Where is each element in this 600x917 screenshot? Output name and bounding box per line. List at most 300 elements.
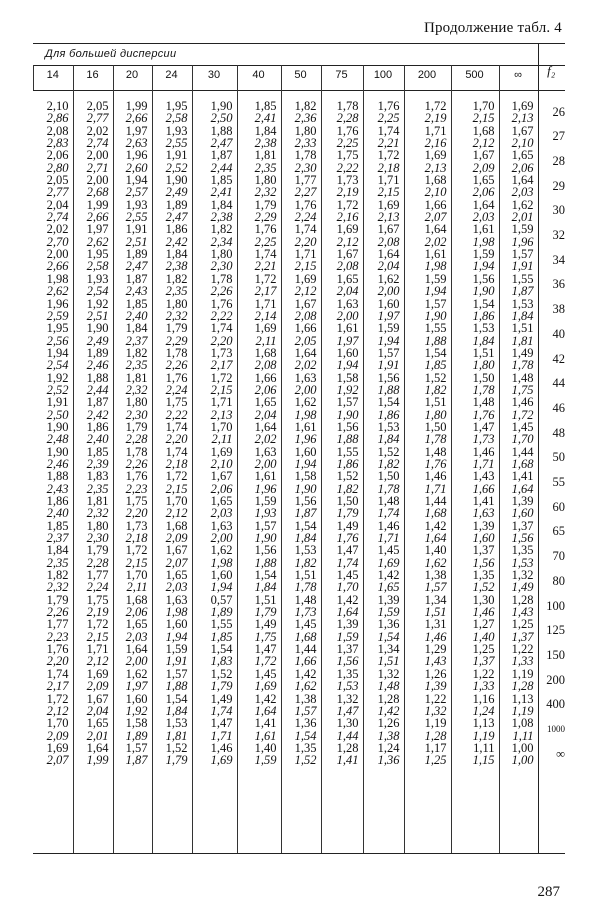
value-5pct: 1,38: [424, 568, 447, 583]
value-1pct: 1,73: [472, 432, 495, 447]
value-5pct: 1,64: [511, 173, 534, 188]
value-1pct: 2,20: [210, 333, 233, 348]
value-5pct: 1,42: [424, 518, 447, 533]
value-1pct: 1,48: [377, 679, 400, 694]
column-header: 20: [125, 69, 139, 81]
value-5pct: 1,61: [254, 469, 277, 484]
value-5pct: 1,69: [377, 197, 400, 212]
value-5pct: 2,08: [46, 123, 69, 138]
value-1pct: 2,01: [511, 210, 534, 225]
data-column-75: [321, 100, 359, 767]
value-5pct: 1,95: [86, 247, 109, 262]
value-1pct: 1,52: [294, 753, 317, 768]
value-5pct: 1,60: [125, 691, 148, 706]
value-1pct: 1,80: [472, 358, 495, 373]
data-column-100: [363, 100, 400, 767]
value-1pct: 2,35: [165, 284, 188, 299]
value-1pct: 1,51: [377, 654, 400, 669]
value-1pct: 1,63: [472, 506, 495, 521]
value-5pct: 1,44: [294, 642, 317, 657]
value-1pct: 2,14: [254, 308, 277, 323]
value-1pct: 2,50: [46, 407, 69, 422]
value-1pct: 2,40: [125, 308, 148, 323]
value-5pct: 1,56: [254, 543, 277, 558]
value-5pct: 1,75: [125, 494, 148, 508]
value-5pct: 1,75: [86, 592, 109, 607]
value-1pct: 2,43: [46, 481, 69, 496]
value-5pct: 1,70: [46, 716, 69, 731]
value-1pct: 1,46: [472, 605, 495, 620]
value-5pct: 1,30: [472, 592, 495, 607]
value-5pct: 1,24: [377, 740, 400, 755]
value-1pct: 1,75: [511, 382, 534, 397]
value-5pct: 1,76: [377, 99, 400, 113]
value-1pct: 2,12: [472, 136, 495, 151]
value-5pct: 1,35: [294, 740, 317, 755]
value-1pct: 1,56: [511, 531, 534, 546]
value-5pct: 1,19: [511, 666, 534, 681]
column-header: 40: [252, 69, 265, 81]
value-5pct: 1,93: [86, 271, 109, 286]
value-1pct: 2,11: [126, 580, 148, 595]
value-5pct: 1,41: [254, 716, 277, 731]
value-1pct: 2,04: [86, 703, 109, 718]
value-5pct: 1,45: [511, 419, 534, 434]
value-5pct: 1,35: [336, 666, 359, 681]
value-5pct: 1,77: [86, 568, 109, 583]
value-5pct: 1,65: [125, 617, 148, 632]
value-5pct: 1,54: [472, 296, 495, 311]
value-5pct: 1,53: [165, 716, 188, 731]
value-5pct: 1,47: [336, 543, 359, 558]
value-1pct: 2,24: [86, 580, 109, 595]
value-1pct: 1,37: [511, 629, 534, 644]
value-1pct: 1,98: [294, 407, 317, 422]
value-5pct: 1,59: [377, 321, 400, 336]
f2-value: 400: [546, 697, 565, 712]
value-5pct: 1,89: [86, 345, 109, 360]
value-1pct: 2,51: [125, 234, 148, 249]
value-1pct: 1,90: [294, 481, 317, 496]
value-1pct: 1,00: [511, 753, 534, 768]
value-5pct: 1,57: [125, 740, 148, 755]
value-1pct: 1,84: [511, 308, 534, 323]
value-1pct: 1,89: [210, 605, 233, 620]
value-5pct: 1,79: [86, 543, 109, 558]
table-continuation-title: Продолжение табл. 4: [423, 20, 562, 36]
value-5pct: 1,74: [165, 419, 188, 434]
value-1pct: 1,90: [336, 407, 359, 422]
value-1pct: 1,93: [254, 506, 277, 521]
value-5pct: 1,71: [86, 642, 109, 657]
value-5pct: 1,81: [125, 370, 148, 385]
value-1pct: 2,55: [125, 210, 148, 225]
value-5pct: 1,60: [210, 568, 233, 583]
value-5pct: 1,22: [424, 691, 447, 706]
value-1pct: 1,68: [424, 506, 447, 521]
value-1pct: 2,49: [165, 185, 188, 200]
value-5pct: 1,91: [125, 222, 148, 237]
value-1pct: 2,34: [210, 234, 233, 249]
value-5pct: 1,74: [294, 222, 317, 237]
value-1pct: 1,97: [125, 679, 148, 694]
value-1pct: 1,78: [472, 382, 495, 397]
value-1pct: 1,24: [472, 703, 495, 718]
value-1pct: 1,44: [336, 728, 359, 743]
value-1pct: 1,64: [424, 531, 447, 546]
data-column-200: [404, 100, 447, 767]
column-header: 75: [335, 69, 348, 81]
value-1pct: 2,20: [294, 234, 317, 249]
value-1pct: 1,80: [424, 407, 447, 422]
value-5pct: 1,69: [46, 740, 69, 755]
value-5pct: 2,00: [46, 247, 69, 262]
value-1pct: 1,79: [210, 679, 233, 694]
value-5pct: 1,78: [294, 148, 317, 163]
value-1pct: 2,18: [377, 160, 400, 175]
value-1pct: 1,79: [165, 753, 188, 768]
value-5pct: 1,62: [511, 197, 534, 212]
value-1pct: 1,85: [424, 358, 447, 373]
value-1pct: 1,76: [472, 407, 495, 422]
f2-header: f₂: [547, 63, 556, 78]
value-1pct: 1,60: [511, 506, 534, 521]
value-5pct: 1,19: [424, 716, 447, 731]
value-1pct: 1,69: [210, 753, 233, 768]
value-5pct: 1,35: [511, 543, 534, 558]
value-1pct: 2,08: [294, 308, 317, 323]
value-1pct: 2,13: [424, 160, 447, 175]
value-5pct: 1,54: [210, 642, 233, 657]
value-5pct: 1,59: [424, 271, 447, 286]
value-5pct: 1,42: [254, 691, 277, 706]
value-5pct: 1,61: [336, 321, 359, 336]
value-1pct: 2,00: [210, 531, 233, 546]
value-5pct: 1,57: [165, 666, 188, 681]
value-5pct: 1,52: [210, 666, 233, 681]
value-1pct: 2,63: [125, 136, 148, 151]
value-5pct: 1,46: [511, 395, 534, 410]
value-5pct: 1,75: [336, 148, 359, 163]
value-1pct: 2,06: [125, 605, 148, 620]
value-1pct: 2,44: [86, 382, 109, 397]
value-1pct: 1,85: [210, 629, 233, 644]
value-1pct: 1,28: [511, 679, 534, 694]
value-1pct: 1,78: [511, 358, 534, 373]
value-1pct: 2,80: [46, 160, 69, 175]
value-5pct: 1,68: [254, 345, 277, 360]
value-5pct: 1,53: [472, 321, 495, 336]
value-1pct: 2,02: [294, 358, 317, 373]
value-1pct: 1,94: [294, 456, 317, 471]
value-5pct: 1,39: [472, 518, 495, 533]
value-1pct: 2,26: [210, 284, 233, 299]
value-5pct: 1,60: [336, 345, 359, 360]
value-1pct: 1,94: [336, 358, 359, 373]
value-1pct: 1,97: [377, 308, 400, 323]
value-1pct: 1,74: [377, 506, 400, 521]
column-header: 100: [373, 69, 393, 81]
value-1pct: 1,96: [294, 432, 317, 447]
value-1pct: 2,40: [46, 506, 69, 521]
value-5pct: 1,93: [165, 123, 188, 138]
value-5pct: 1,47: [210, 716, 233, 731]
value-5pct: 1,62: [377, 271, 400, 286]
value-1pct: 1,82: [294, 555, 317, 570]
value-1pct: 1,70: [336, 580, 359, 595]
value-5pct: 1,78: [336, 99, 359, 113]
value-1pct: 2,00: [336, 308, 359, 323]
value-5pct: 1,58: [336, 370, 359, 385]
value-5pct: 1,55: [336, 444, 359, 459]
data-column-30: [192, 100, 233, 767]
value-5pct: 1,65: [472, 173, 495, 188]
value-1pct: 1,89: [125, 728, 148, 743]
value-1pct: 1,81: [511, 333, 534, 348]
value-5pct: 1,35: [472, 568, 495, 583]
value-1pct: 2,23: [125, 481, 148, 496]
value-1pct: 1,94: [472, 259, 495, 274]
value-1pct: 2,20: [46, 654, 69, 669]
value-5pct: 1,34: [377, 642, 400, 657]
value-5pct: 1,17: [424, 740, 447, 755]
value-1pct: 1,90: [254, 531, 277, 546]
value-5pct: 1,47: [254, 642, 277, 657]
f2-value: 60: [552, 499, 565, 514]
value-1pct: 1,78: [294, 580, 317, 595]
value-1pct: 2,47: [210, 136, 233, 151]
f2-value: 29: [552, 178, 565, 193]
value-1pct: 2,42: [165, 234, 188, 249]
value-1pct: 1,74: [210, 703, 233, 718]
value-5pct: 1,66: [254, 370, 277, 385]
value-1pct: 2,09: [165, 531, 188, 546]
value-5pct: 1,49: [511, 345, 534, 360]
value-5pct: 1,34: [424, 592, 447, 607]
value-5pct: 1,76: [165, 370, 188, 385]
value-1pct: 1,57: [294, 703, 317, 718]
value-5pct: 1,93: [125, 197, 148, 212]
value-1pct: 2,10: [424, 185, 447, 200]
f2-value: 30: [552, 203, 565, 218]
value-5pct: 1,68: [165, 518, 188, 533]
value-5pct: 1,63: [210, 518, 233, 533]
value-5pct: 1,82: [165, 271, 188, 286]
value-5pct: 1,63: [294, 370, 317, 385]
value-1pct: 2,18: [125, 531, 148, 546]
value-5pct: 1,37: [336, 642, 359, 657]
value-5pct: 1,13: [472, 716, 495, 731]
value-1pct: 2,25: [254, 234, 277, 249]
f2-value: 46: [552, 400, 565, 415]
value-5pct: 1,49: [210, 691, 233, 706]
value-5pct: 1,84: [46, 543, 69, 558]
value-1pct: 1,84: [294, 531, 317, 546]
value-5pct: 1,95: [46, 321, 69, 336]
value-5pct: 1,65: [210, 494, 233, 508]
f2-value: 42: [552, 351, 565, 366]
column-header: 50: [294, 69, 307, 81]
value-5pct: 1,39: [511, 494, 534, 508]
value-5pct: 1,63: [336, 296, 359, 311]
value-1pct: 1,47: [336, 703, 359, 718]
value-5pct: 1,77: [294, 173, 317, 188]
value-1pct: 2,59: [46, 308, 69, 323]
value-1pct: 2,16: [424, 136, 447, 151]
value-1pct: 2,30: [86, 531, 109, 546]
column-header: 30: [207, 69, 221, 81]
value-5pct: 1,72: [377, 148, 400, 163]
value-5pct: 1,51: [254, 592, 277, 607]
value-1pct: 2,32: [86, 506, 109, 521]
value-1pct: 1,64: [511, 481, 534, 496]
value-1pct: 2,32: [165, 308, 188, 323]
value-1pct: 1,98: [210, 555, 233, 570]
value-5pct: 1,91: [46, 395, 69, 410]
value-5pct: 1,57: [511, 247, 534, 262]
value-5pct: 1,71: [254, 296, 277, 311]
value-1pct: 2,47: [125, 259, 148, 274]
value-1pct: 1,64: [336, 605, 359, 620]
value-5pct: 1,44: [424, 494, 447, 508]
value-5pct: 1,70: [472, 99, 495, 113]
value-5pct: 1,65: [86, 716, 109, 731]
value-5pct: 1,46: [424, 469, 447, 484]
value-1pct: 1,25: [424, 753, 447, 768]
value-1pct: 2,35: [86, 481, 109, 496]
value-5pct: 1,28: [511, 592, 534, 607]
column-header: ∞: [514, 69, 522, 81]
f2-value: ∞: [556, 746, 565, 761]
value-5pct: 1,81: [254, 148, 277, 163]
value-5pct: 1,38: [294, 691, 317, 706]
f2-value: 28: [552, 153, 565, 168]
value-5pct: 1,55: [210, 617, 233, 632]
value-5pct: 1,41: [472, 494, 495, 508]
value-1pct: 2,08: [336, 259, 359, 274]
value-1pct: 1,15: [472, 753, 495, 768]
value-1pct: 1,56: [472, 555, 495, 570]
value-5pct: 1,63: [165, 592, 188, 607]
value-5pct: 1,88: [46, 469, 69, 484]
value-5pct: 1,85: [210, 173, 233, 188]
value-5pct: 1,66: [294, 321, 317, 336]
value-1pct: 1,71: [210, 728, 233, 743]
f2-value: 48: [552, 425, 565, 440]
value-1pct: 2,32: [46, 580, 69, 595]
value-1pct: 2,03: [125, 629, 148, 644]
value-1pct: 2,32: [125, 382, 148, 397]
value-1pct: 1,71: [377, 531, 400, 546]
value-5pct: 1,58: [125, 716, 148, 731]
value-1pct: 2,12: [294, 284, 317, 299]
value-5pct: 1,69: [511, 99, 534, 113]
value-1pct: 1,69: [377, 555, 400, 570]
value-5pct: 1,25: [472, 642, 495, 657]
value-5pct: 1,50: [424, 419, 447, 434]
value-1pct: 1,82: [424, 382, 447, 397]
value-1pct: 1,84: [165, 703, 188, 718]
value-5pct: 1,58: [294, 469, 317, 484]
column-header: 24: [165, 69, 178, 81]
value-5pct: 1,64: [294, 345, 317, 360]
value-1pct: 2,74: [46, 210, 69, 225]
value-1pct: 2,48: [46, 432, 69, 447]
value-1pct: 2,00: [377, 284, 400, 299]
value-1pct: 2,62: [46, 284, 69, 299]
value-5pct: 1,96: [46, 296, 69, 311]
value-5pct: 1,70: [210, 419, 233, 434]
value-5pct: 1,46: [210, 740, 233, 755]
value-5pct: 1,32: [511, 568, 534, 583]
value-5pct: 1,61: [424, 247, 447, 262]
value-1pct: 2,09: [472, 160, 495, 175]
value-1pct: 2,11: [211, 432, 233, 447]
value-5pct: 1,69: [294, 271, 317, 286]
value-5pct: 1,48: [511, 370, 534, 385]
column-header: 14: [46, 69, 59, 81]
value-5pct: 1,56: [472, 271, 495, 286]
value-1pct: 2,10: [511, 136, 534, 151]
value-5pct: 1,61: [472, 222, 495, 237]
value-5pct: 1,74: [46, 666, 69, 681]
value-1pct: 1,36: [377, 753, 400, 768]
value-1pct: 1,86: [472, 308, 495, 323]
value-5pct: 1,54: [377, 395, 400, 410]
value-5pct: 1,43: [472, 469, 495, 484]
value-5pct: 1,39: [336, 617, 359, 632]
value-5pct: 1,26: [377, 716, 400, 731]
value-1pct: 2,46: [46, 456, 69, 471]
value-1pct: 1,19: [511, 703, 534, 718]
value-1pct: 1,54: [377, 629, 400, 644]
value-5pct: 2,02: [46, 222, 69, 237]
value-1pct: 1,28: [424, 728, 447, 743]
value-1pct: 2,21: [254, 259, 277, 274]
value-5pct: 1,54: [424, 345, 447, 360]
f2-value: 55: [552, 475, 565, 490]
value-1pct: 1,94: [424, 284, 447, 299]
value-1pct: 2,12: [86, 654, 109, 669]
value-1pct: 2,33: [294, 136, 317, 151]
value-1pct: 2,07: [424, 210, 447, 225]
value-5pct: 1,44: [511, 444, 534, 459]
value-1pct: 1,87: [511, 284, 534, 299]
value-1pct: 1,84: [254, 580, 277, 595]
value-5pct: 1,80: [86, 518, 109, 533]
value-1pct: 1,96: [511, 234, 534, 249]
value-5pct: 2,00: [86, 148, 109, 163]
value-5pct: 1,59: [511, 222, 534, 237]
value-1pct: 2,03: [210, 506, 233, 521]
value-1pct: 1,11: [512, 728, 534, 743]
value-1pct: 1,52: [472, 580, 495, 595]
value-1pct: 1,87: [294, 506, 317, 521]
value-1pct: 1,49: [511, 580, 534, 595]
data-column-14: [33, 100, 69, 767]
value-1pct: 2,38: [165, 259, 188, 274]
value-1pct: 1,68: [511, 456, 534, 471]
value-1pct: 1,92: [336, 382, 359, 397]
value-5pct: 1,57: [336, 395, 359, 410]
column-header: 16: [86, 69, 99, 81]
value-1pct: 1,72: [511, 407, 534, 422]
value-1pct: 1,59: [254, 753, 277, 768]
value-5pct: 1,26: [424, 666, 447, 681]
value-1pct: 1,38: [377, 728, 400, 743]
value-1pct: 1,41: [336, 753, 359, 768]
value-1pct: 2,19: [86, 605, 109, 620]
